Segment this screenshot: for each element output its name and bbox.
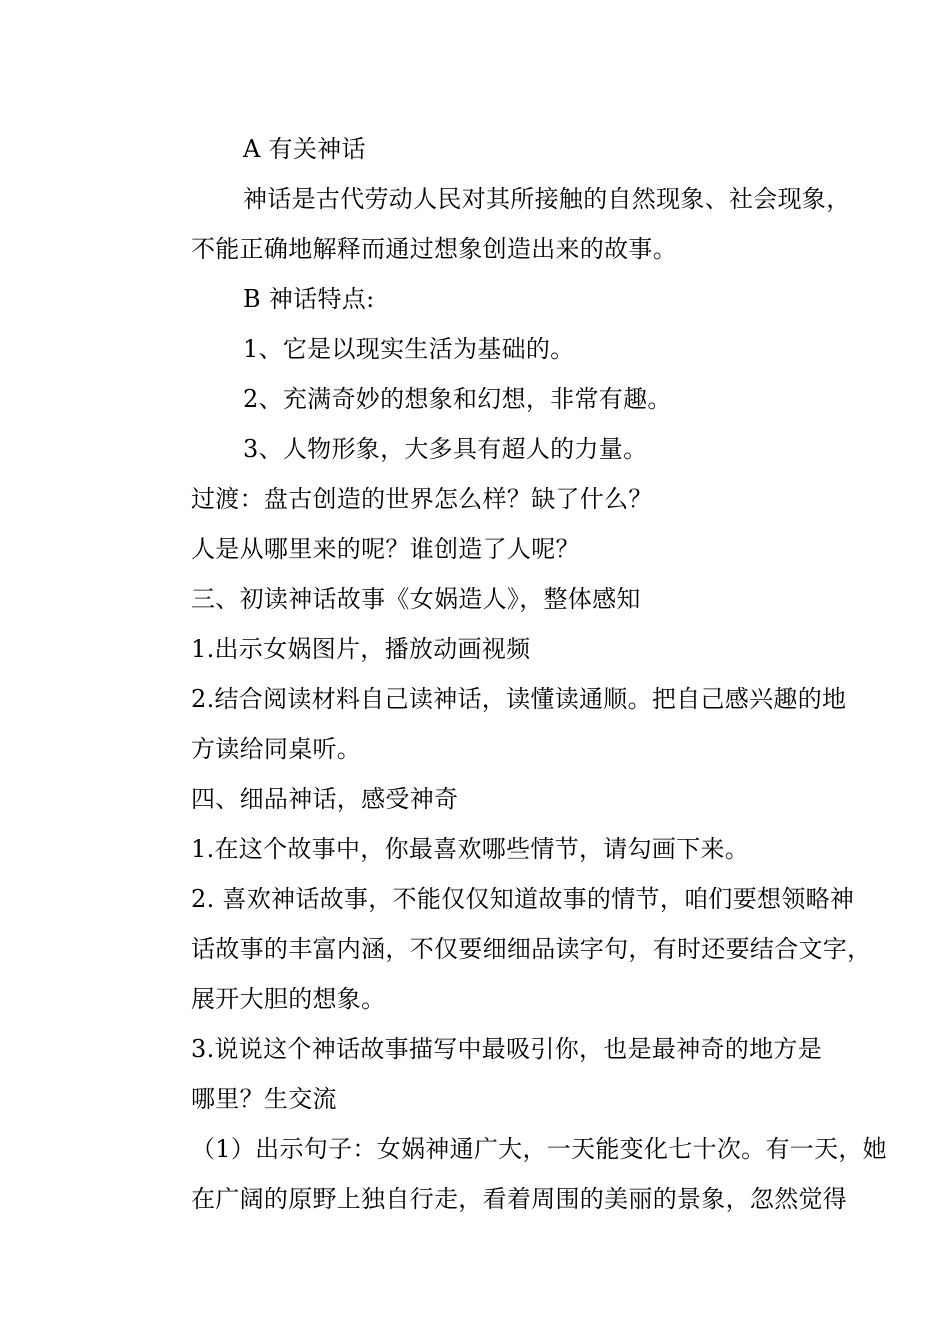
section-heading: 四、细品神话，感受神奇 bbox=[191, 785, 459, 813]
paragraph-line: （1）出示句子：女娲神通广大，一天能变化七十次。有一天，她 bbox=[191, 1135, 887, 1163]
section-heading: 三、初读神话故事《女娲造人》，整体感知 bbox=[191, 585, 641, 613]
list-item: 3、人物形象，大多具有超人的力量。 bbox=[243, 435, 648, 463]
paragraph-line: 方读给同桌听。 bbox=[191, 735, 362, 763]
paragraph-line: 展开大胆的想象。 bbox=[191, 985, 386, 1013]
paragraph-line: 神话是古代劳动人民对其所接触的自然现象、社会现象， bbox=[243, 185, 851, 213]
list-item: 1、它是以现实生活为基础的。 bbox=[243, 335, 575, 363]
paragraph-line: 不能正确地解释而通过想象创造出来的故事。 bbox=[191, 235, 677, 263]
paragraph-line: 1.出示女娲图片，播放动画视频 bbox=[191, 635, 531, 663]
list-item: 2、充满奇妙的想象和幻想，非常有趣。 bbox=[243, 385, 672, 413]
paragraph-line: 2.结合阅读材料自己读神话，读懂读通顺。把自己感兴趣的地 bbox=[191, 685, 847, 713]
paragraph-line: 3.说说这个神话故事描写中最吸引你，也是最神奇的地方是 bbox=[191, 1035, 822, 1063]
paragraph-line: 1.在这个故事中，你最喜欢哪些情节，请勾画下来。 bbox=[191, 835, 750, 863]
paragraph-line: 在广阔的原野上独自行走，看着周围的美丽的景象，忽然觉得 bbox=[191, 1185, 848, 1213]
paragraph-line: 2. 喜欢神话故事，不能仅仅知道故事的情节，咱们要想领略神 bbox=[191, 885, 855, 913]
paragraph-line: 人是从哪里来的呢？谁创造了人呢？ bbox=[191, 535, 580, 563]
paragraph-line: 过渡：盘古创造的世界怎么样？缺了什么？ bbox=[191, 485, 653, 513]
paragraph-line: 哪里？生交流 bbox=[191, 1085, 337, 1113]
paragraph-line: 话故事的丰富内涵，不仅要细细品读字句，有时还要结合文字， bbox=[191, 935, 872, 963]
heading-about-myths: A 有关神话 bbox=[243, 135, 366, 163]
heading-myth-features: B 神话特点: bbox=[243, 285, 375, 313]
